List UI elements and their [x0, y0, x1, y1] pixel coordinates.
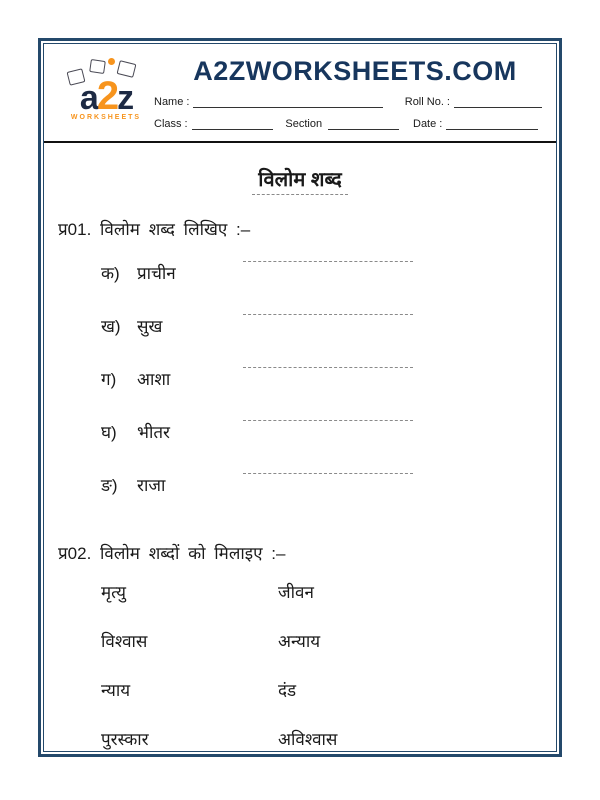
- q2-pair: [44, 580, 556, 629]
- date-label: Date :: [413, 118, 443, 130]
- section-label: Section: [285, 118, 323, 130]
- q1-item: [44, 254, 556, 307]
- q2-pair: [44, 678, 556, 727]
- q2-right-word: अन्याय: [278, 632, 321, 651]
- q1-item-word: राजा: [137, 476, 166, 495]
- worksheet-title: विलोम शब्द: [252, 165, 347, 195]
- date-blank-line: [446, 118, 538, 130]
- name-blank-line: [193, 96, 383, 108]
- q1-item-label: घ): [101, 423, 117, 442]
- roll-label: Roll No. :: [404, 96, 450, 108]
- q1-item: [44, 413, 556, 466]
- q1-item-word: सुख: [137, 317, 163, 336]
- question2-match-list: [44, 580, 556, 752]
- q2-pair: [44, 629, 556, 678]
- name-label: Name :: [154, 96, 190, 108]
- worksheet-inner-border: [43, 43, 557, 752]
- section-blank-line: [328, 118, 399, 130]
- q1-item-label: ङ): [101, 476, 118, 495]
- q1-item-word: आशा: [137, 370, 171, 389]
- logo-letter-a: a: [79, 79, 97, 117]
- q1-answer-line: [243, 309, 413, 315]
- q1-item-label: क): [101, 264, 120, 283]
- student-fields: [154, 96, 542, 140]
- q1-answer-line: [243, 256, 413, 262]
- q1-item: [44, 360, 556, 413]
- question1-heading: प्र01. विलोम शब्द लिखिए :–: [58, 220, 251, 239]
- q1-answer-line: [243, 468, 413, 474]
- q2-right-word: दंड: [278, 681, 297, 700]
- logo-worksheets-word: WORKSHEETS: [70, 114, 142, 121]
- q1-item-word: भीतर: [137, 423, 170, 442]
- question2-heading: प्र02. विलोम शब्दों को मिलाइए :–: [58, 544, 286, 563]
- worksheet-title-wrap: [44, 165, 556, 195]
- q2-left-word: न्याय: [101, 681, 131, 700]
- site-title: A2ZWORKSHEETS.COM: [193, 56, 517, 86]
- q1-item-label: ग): [101, 370, 117, 389]
- worksheet-page: [38, 38, 562, 757]
- field-row-2: [154, 118, 542, 130]
- logo-letter-2: 2: [96, 74, 118, 118]
- roll-blank-line: [454, 96, 542, 108]
- header: [44, 44, 556, 143]
- q2-right-word: जीवन: [278, 583, 314, 602]
- logo-letter-z: z: [117, 79, 133, 117]
- logo-letters: [60, 76, 152, 116]
- q2-left-word: पुरस्कार: [101, 730, 149, 749]
- q2-pair: [44, 727, 556, 752]
- q2-right-word: अविश्वास: [278, 730, 338, 749]
- q2-left-word: विश्वास: [101, 632, 148, 651]
- class-label: Class :: [154, 118, 188, 130]
- q1-item: [44, 466, 556, 519]
- q1-answer-line: [243, 415, 413, 421]
- q2-left-word: मृत्यु: [101, 583, 126, 602]
- q1-item: [44, 307, 556, 360]
- q1-answer-line: [243, 362, 413, 368]
- q1-item-label: ख): [101, 317, 121, 336]
- class-blank-line: [192, 118, 274, 130]
- logo-orange-dot-icon: [108, 58, 115, 65]
- q1-item-word: प्राचीन: [137, 264, 176, 283]
- field-row-1: [154, 96, 542, 108]
- question1-list: [44, 254, 556, 519]
- a2z-logo: [60, 58, 152, 134]
